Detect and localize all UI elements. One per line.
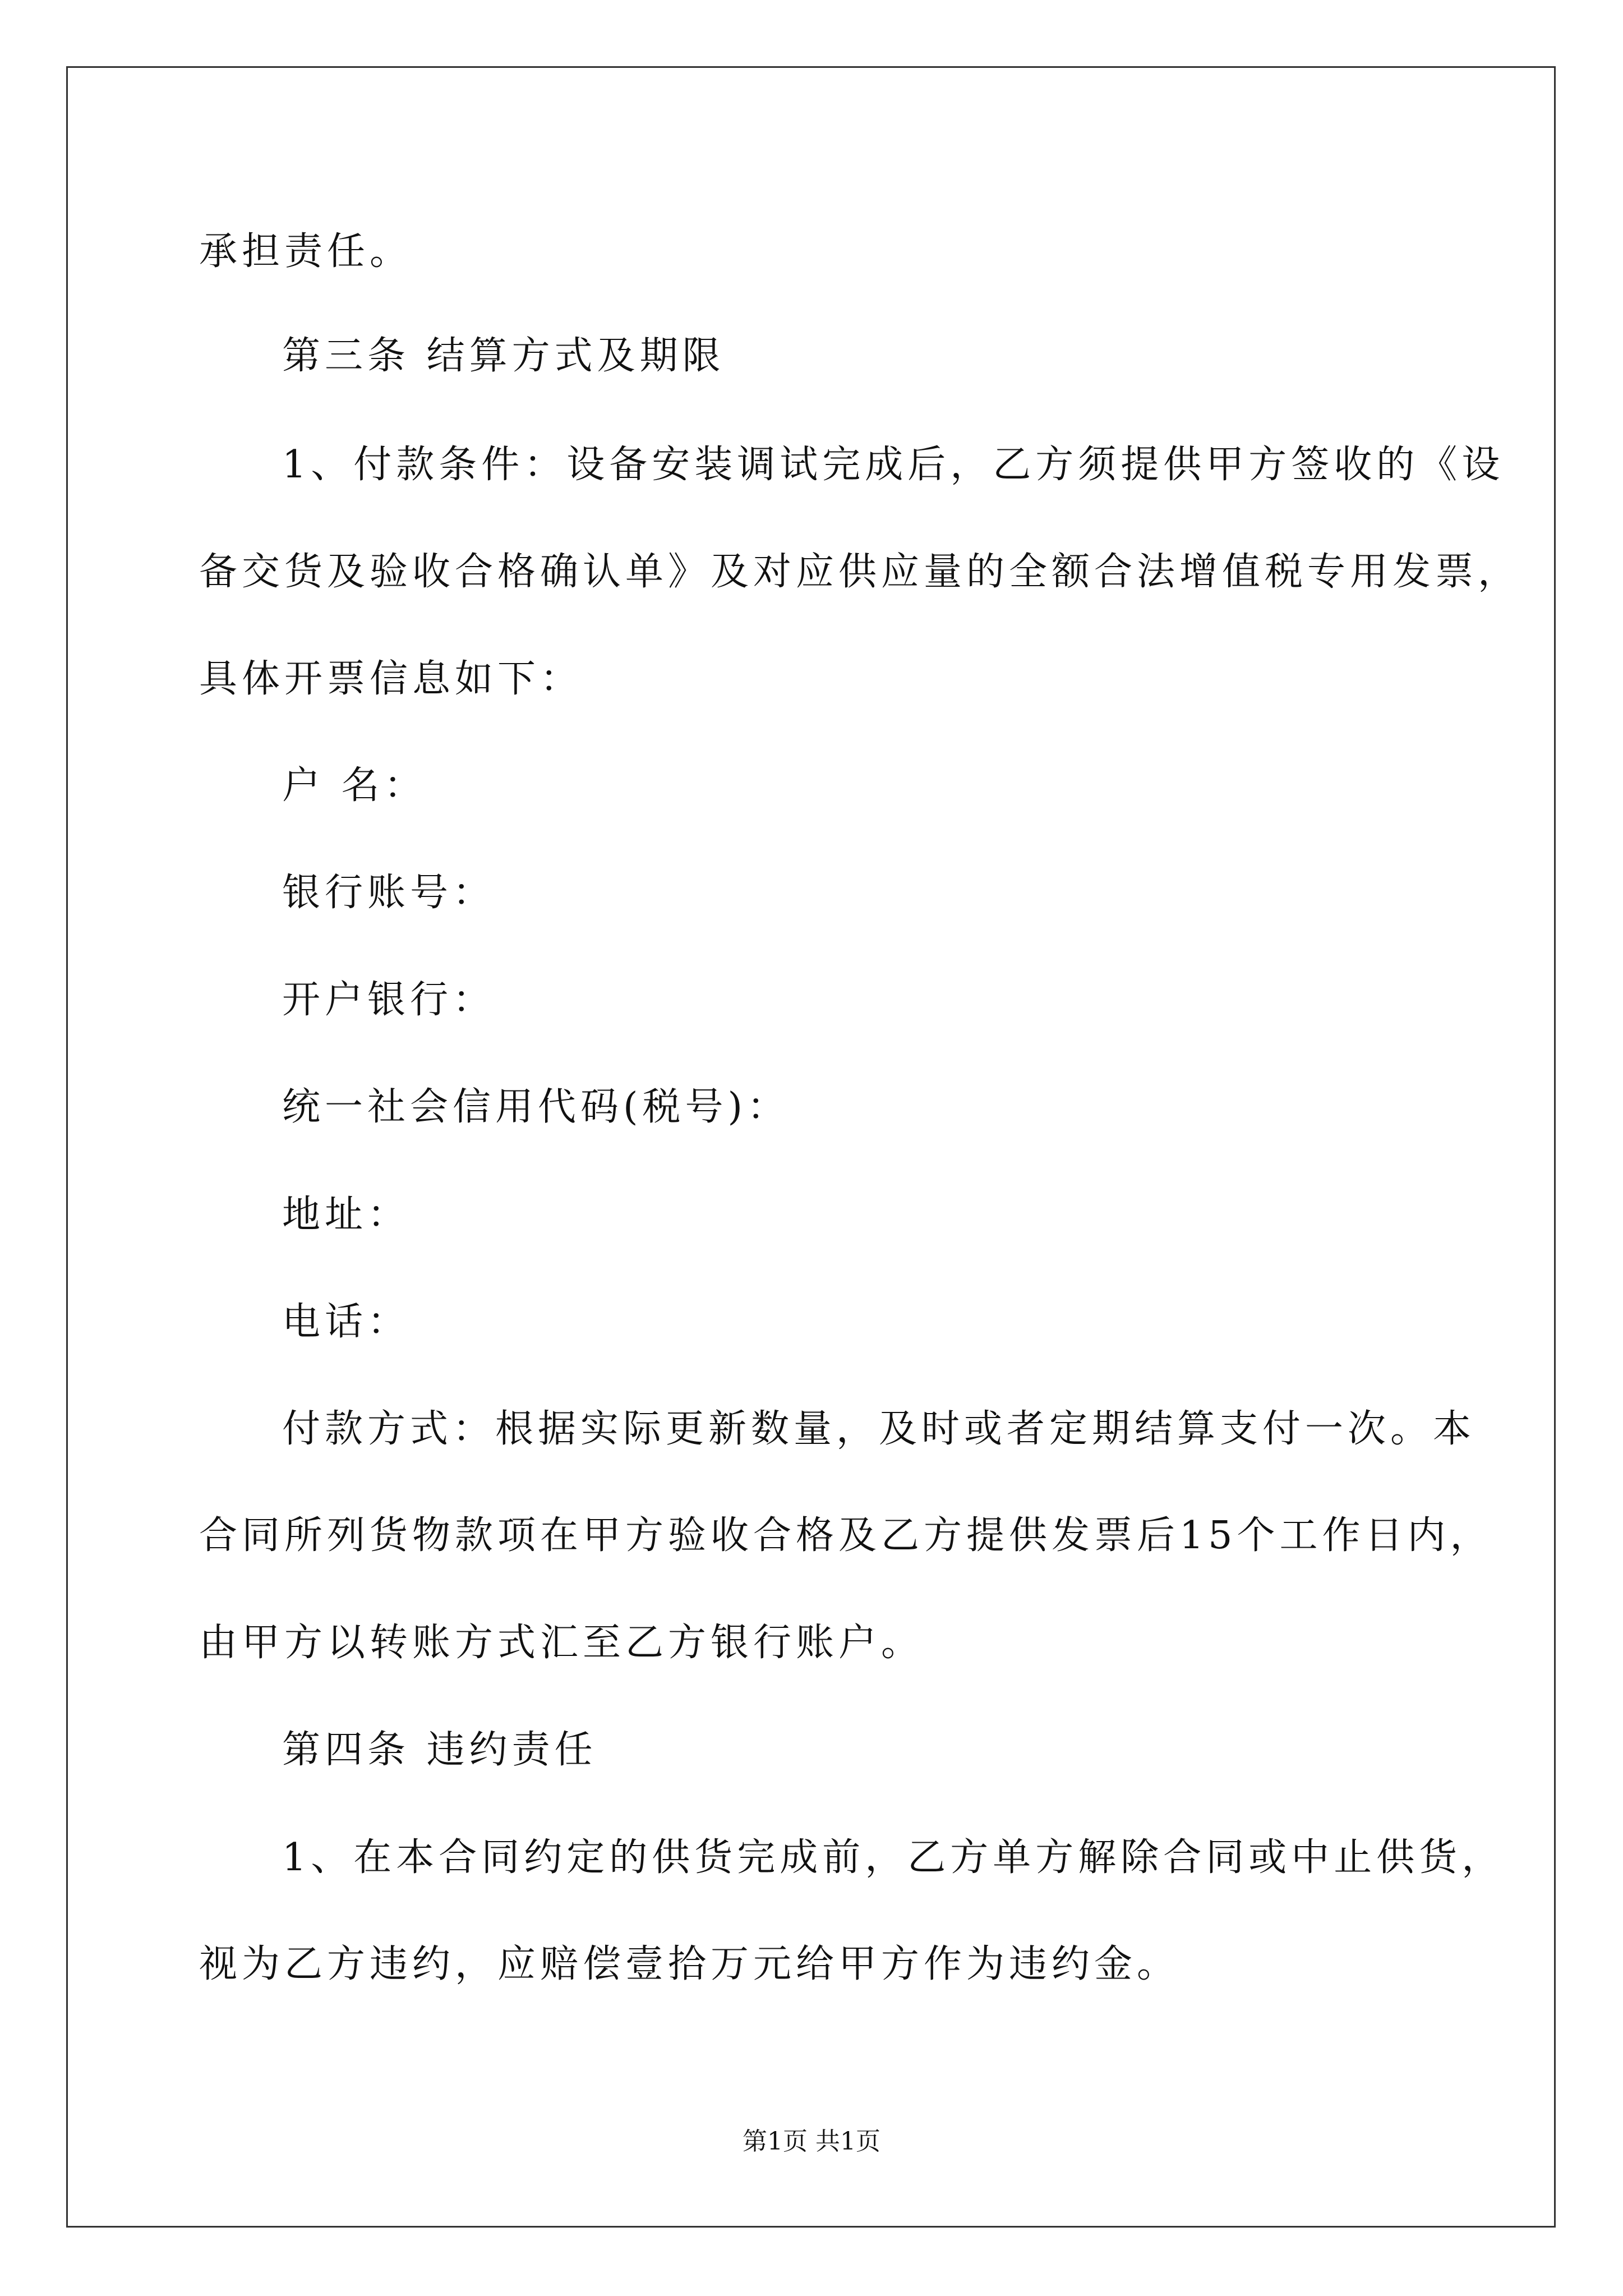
field-address: 地址： [282, 1193, 411, 1237]
text-line: 1、在本合同约定的供货完成前，乙方单方解除合同或中止供货， [282, 1835, 1505, 1880]
field-account-name: 户 名： [282, 763, 427, 808]
section-heading: 第三条 结算方式及期限 [282, 334, 725, 378]
field-phone: 电话： [282, 1300, 411, 1344]
text-line: 具体开票信息如下： [199, 657, 583, 701]
page-border [66, 66, 1556, 2228]
section-heading: 第四条 违约责任 [282, 1728, 597, 1772]
text-line: 承担责任。 [199, 229, 413, 274]
field-bank-name: 开户银行： [282, 978, 496, 1022]
text-line: 付款方式：根据实际更新数量，及时或者定期结算支付一次。本 [282, 1407, 1476, 1451]
text-line: 视为乙方违约，应赔偿壹拾万元给甲方作为违约金。 [199, 1942, 1180, 1986]
text-line: 备交货及验收合格确认单》及对应供应量的全额合法增值税专用发票， [199, 550, 1521, 594]
field-tax-id: 统一社会信用代码(税号)： [282, 1085, 790, 1129]
field-bank-account: 银行账号： [282, 871, 496, 915]
text-line: 由甲方以转账方式汇至乙方银行账户。 [199, 1621, 924, 1665]
page-number: 第1页 共1页 [743, 2127, 880, 2156]
text-line: 1、付款条件：设备安装调试完成后，乙方须提供甲方签收的《设 [282, 443, 1505, 487]
text-line: 合同所列货物款项在甲方验收合格及乙方提供发票后15个工作日内， [199, 1513, 1493, 1558]
